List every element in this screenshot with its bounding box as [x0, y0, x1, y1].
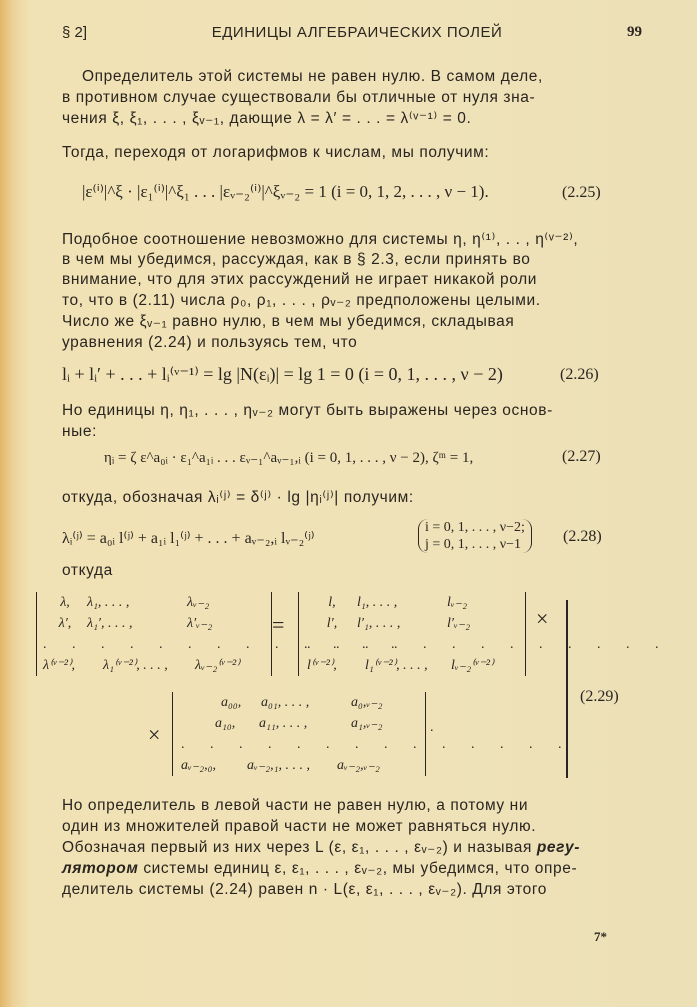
page-number: 99: [626, 24, 642, 40]
term-regulator-part2: лятором: [62, 860, 139, 877]
paragraph-3-line-6: уравнения (2.24) и пользуясь тем, что: [62, 334, 358, 351]
determinant-l: l, l₁, . . . , lᵥ₋₂ l′, l′₁, . . . , l′ᵥ₋₂ . . . . . . . . . . . . . l⁽ᵛ⁻²⁾, l₁⁽ᵛ⁻²⁾, . . . , lᵥ₋₂⁽ᵛ⁻²⁾: [298, 592, 526, 676]
equation-number-2-27: (2.27): [562, 448, 601, 465]
times-sign: ×: [536, 606, 549, 631]
equation-2-28-conditions: [418, 519, 532, 553]
equation-number-2-28: (2.28): [563, 528, 602, 545]
paragraph-4-line-1: Но единицы η, η₁, . . . , ηᵥ₋₂ могут быть выражены через основ-: [62, 402, 553, 419]
section-label: § 2]: [62, 24, 88, 41]
paragraph-5: откуда, обозначая λᵢ⁽ʲ⁾ = δ⁽ʲ⁾ · lg |ηᵢ⁽ʲ⁾| получим:: [62, 489, 414, 506]
period: .: [430, 720, 434, 735]
term-regulator-part1: регу-: [536, 839, 581, 856]
paragraph-7-line-1: Но определитель в левой части не равен нулю, а потому ни: [62, 797, 529, 814]
equation-2-27: ηᵢ = ζ ε^a₀ᵢ · ε₁^a₁ᵢ . . . εᵥ₋₁^aᵥ₋₁,ᵢ (i = 0, 1, . . . , ν − 2), ζᵐ = 1,: [104, 450, 474, 466]
paragraph-6: откуда: [62, 562, 113, 579]
paragraph-3-line-2: в чем мы убедимся, рассуждая, как в § 2.3, если принять во: [62, 251, 531, 268]
determinant-lambda: λ, λ₁, . . . , λᵥ₋₂ λ′, λ₁′, . . . , λ′ᵥ₋₂ . . . . . . . . . . . . . λ⁽ᵛ⁻²⁾, λ₁⁽ᵛ⁻²⁾, . . . , λᵥ₋₂⁽ᵛ⁻²⁾: [36, 592, 272, 676]
equation-number-2-29: (2.29): [580, 688, 619, 705]
signature-mark: 7*: [594, 929, 607, 944]
equals-sign: =: [272, 612, 285, 637]
equation-2-26: lᵢ + lᵢ′ + . . . + lᵢ⁽ᵛ⁻¹⁾ = lg |N(εᵢ)| = lg 1 = 0 (i = 0, 1, . . . , ν − 2): [62, 364, 503, 384]
paragraph-7-line-4: лятором системы единиц ε, ε₁, . . . , εᵥ₋₂, мы убедимся, что опре-: [62, 860, 578, 877]
paragraph-7-line-3: Обозначая первый из них через L (ε, ε₁, . . . , εᵥ₋₂) и называя регу-: [62, 839, 581, 856]
paragraph-4-line-2: ные:: [62, 423, 98, 440]
paragraph-3-line-3: внимание, что для этих рассуждений не играет никакой роли: [62, 271, 538, 288]
paragraph-1-line-2: в противном случае существовали бы отличные от нуля зна-: [62, 89, 536, 106]
equation-2-28: [62, 528, 315, 548]
equation-number-2-25: (2.25): [562, 184, 601, 201]
paragraph-3-line-1: Подобное соотношение невозможно для системы η, η⁽¹⁾, . . , η⁽ᵛ⁻²⁾,: [62, 231, 579, 248]
condition-i: i = 0, 1, . . . , ν−2;: [425, 520, 525, 535]
determinant-a: a₀₀, a₀₁, . . . , a₀,ᵥ₋₂ a₁₀, a₁₁, . . . , a₁,ᵥ₋₂ . . . . . . . . . . . . . . aᵥ₋₂,₀, aᵥ₋₂,₁, . . . , aᵥ₋₂,ᵥ₋₂: [172, 692, 426, 776]
paragraph-1: Определитель этой системы не равен нулю. В самом деле,: [82, 68, 543, 85]
chapter-title: ЕДИНИЦЫ АЛГЕБРАИЧЕСКИХ ПОЛЕЙ: [211, 24, 503, 41]
running-header: [62, 24, 642, 41]
paragraph-3-line-4: то, что в (2.11) числа ρ₀, ρ₁, . . . , ρᵥ₋₂ предположены целыми.: [62, 292, 541, 309]
equation-number-2-26: (2.26): [560, 366, 599, 383]
paragraph-1-line-3: чения ξ, ξ₁, . . . , ξᵥ₋₁, дающие λ = λ′ = . . . = λ⁽ᵛ⁻¹⁾ = 0.: [62, 110, 472, 127]
times-sign-2: ×: [148, 722, 161, 747]
equation-2-28-body: λᵢ⁽ʲ⁾ = a₀ᵢ l⁽ʲ⁾ + a₁ᵢ l₁⁽ʲ⁾ + . . . + aᵥ₋₂,ᵢ lᵥ₋₂⁽ʲ⁾: [62, 530, 315, 547]
paragraph-7-line-5: делитель системы (2.24) равен n · L(ε, ε₁, . . . , εᵥ₋₂). Для этого: [62, 881, 547, 898]
paragraph-7-line-2: один из множителей правой части не может равняться нулю.: [62, 818, 537, 835]
condition-j: j = 0, 1, . . . , ν−1: [425, 537, 522, 552]
equation-2-25: |ε⁽ⁱ⁾|^ξ · |ε₁⁽ⁱ⁾|^ξ₁ . . . |εᵥ₋₂⁽ⁱ⁾|^ξᵥ₋₂ = 1 (i = 0, 1, 2, . . . , ν − 1).: [82, 182, 489, 201]
paragraph-3-line-5: Число же ξᵥ₋₁ равно нулю, в чем мы убедимся, складывая: [62, 313, 515, 330]
paragraph-2: Тогда, переходя от логарифмов к числам, мы получим:: [62, 144, 490, 161]
